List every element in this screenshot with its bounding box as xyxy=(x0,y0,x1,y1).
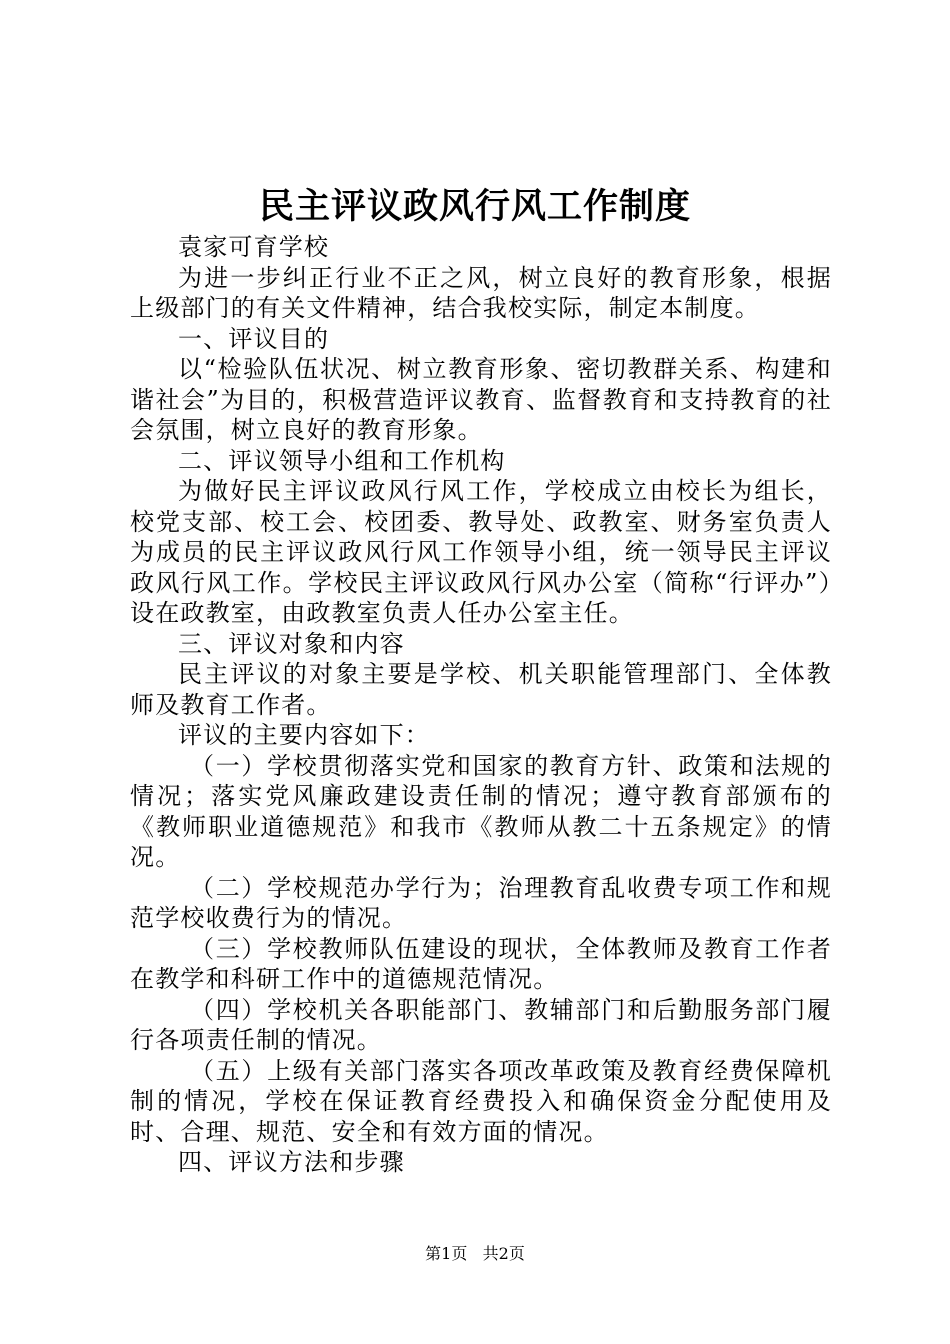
section-3-paragraph: 民主评议的对象主要是学校、机关职能管理部门、全体教师及教育工作者。 xyxy=(130,660,832,719)
content-item-5: （五）上级有关部门落实各项改革政策及教育经费保障机制的情况，学校在保证教育经费投入和确保资金分配使用及时、合理、规范、安全和有效方面的情况。 xyxy=(130,1056,832,1146)
content-item-4: （四）学校机关各职能部门、教辅部门和后勤服务部门履行各项责任制的情况。 xyxy=(130,995,832,1054)
section-heading-2: 二、评议领导小组和工作机构 xyxy=(178,446,506,475)
page-number: 第1页 xyxy=(425,1244,468,1263)
document-title: 民主评议政风行风工作制度 xyxy=(258,186,691,227)
section-heading-4: 四、评议方法和步骤 xyxy=(178,1148,405,1176)
content-item-3: （三）学校教师队伍建设的现状，全体教师及教育工作者在教学和科研工作中的道德规范情况。 xyxy=(130,934,832,993)
content-item-2: （二）学校规范办学行为；治理教育乱收费专项工作和规范学校收费行为的情况。 xyxy=(130,873,832,932)
section-1-paragraph: 以“检验队伍状况、树立教育形象、密切教群关系、构建和谐社会”为目的，积极营造评议教育、监督教育和支持教育的社会氛围，树立良好的教育形象。 xyxy=(130,355,832,444)
content-item-1: （一）学校贯彻落实党和国家的教育方针、政策和法规的情况；落实党风廉政建设责任制的情况；遵守教育部颁布的《教师职业道德规范》和我市《教师从教二十五条规定》的情况。 xyxy=(130,751,832,871)
footer-spacer xyxy=(472,1244,477,1263)
section-heading-3: 三、评议对象和内容 xyxy=(178,629,405,658)
document-body xyxy=(130,232,832,1178)
school-name: 袁家可育学校 xyxy=(178,233,330,261)
content-intro: 评议的主要内容如下： xyxy=(178,721,430,749)
section-heading-1: 一、评议目的 xyxy=(178,324,330,353)
page-footer xyxy=(0,1243,950,1265)
intro-paragraph: 为进一步纠正行业不正之风，树立良好的教育形象，根据上级部门的有关文件精神，结合我校实际，制定本制度。 xyxy=(130,263,832,322)
section-2-paragraph: 为做好民主评议政风行风工作，学校成立由校长为组长，校党支部、校工会、校团委、教导处、政教室、财务室负责人为成员的民主评议政风行风工作领导小组，统一领导民主评议政风行风工作。学校民主评议政风行风办公室（简称“行评办”）设在政教室，由政教室负责人任办公室主任。 xyxy=(130,477,832,627)
page-total: 共2页 xyxy=(482,1244,525,1263)
